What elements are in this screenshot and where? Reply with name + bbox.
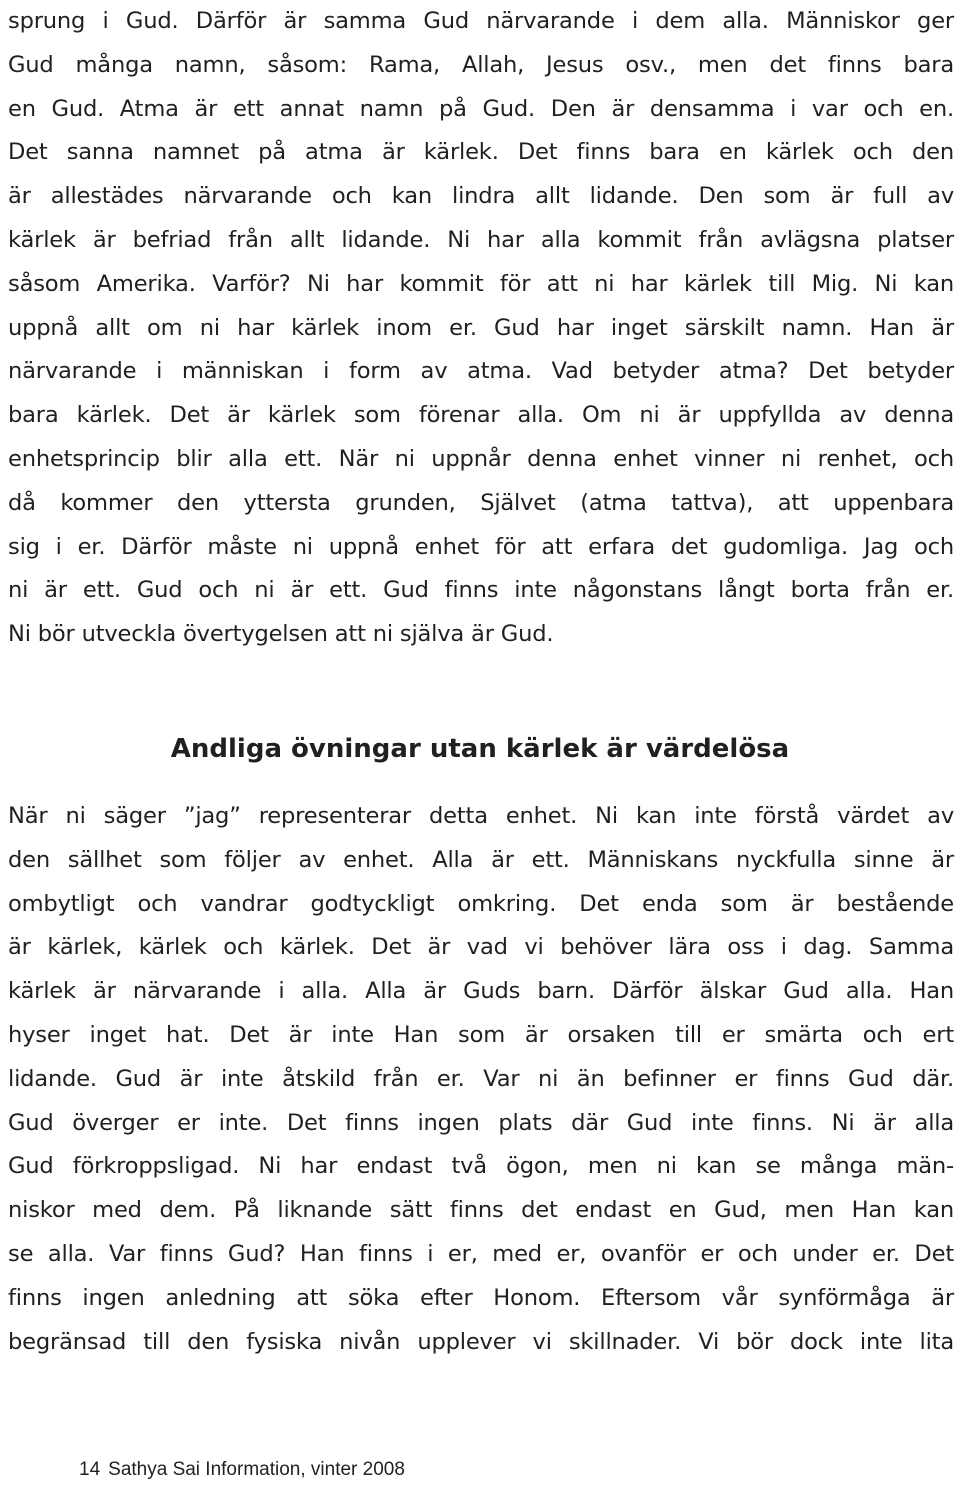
text-line: uppnå allt om ni har kärlek inom er. Gud har inget särskilt namn. Han är bbox=[8, 314, 954, 341]
text-line: begränsad till den fysiska nivån upplever vi skillnader. Vi bör dock inte lita bbox=[8, 1328, 954, 1355]
text-line: sprung i Gud. Därför är samma Gud närvarande i dem alla. Människor ger bbox=[8, 8, 954, 34]
page-footer bbox=[79, 1458, 405, 1482]
text-line: en Gud. Atma är ett annat namn på Gud. Den är densamma i var och en. bbox=[8, 95, 954, 122]
text-line: bara kärlek. Det är kärlek som förenar alla. Om ni är uppfyllda av denna bbox=[8, 402, 954, 429]
text-line: se alla. Var finns Gud? Han finns i er, med er, ovanför er och under er. Det bbox=[8, 1240, 954, 1267]
text-line: den sällhet som följer av enhet. Alla är ett. Människans nyckfulla sinne är bbox=[8, 846, 954, 873]
publication-name: Sathya Sai Information, vinter 2008 bbox=[108, 1459, 405, 1480]
text-line: Gud överger er inte. Det finns ingen plats där Gud inte finns. Ni är alla bbox=[8, 1109, 954, 1136]
text-line: såsom Amerika. Varför? Ni har kommit för att ni har kärlek till Mig. Ni kan bbox=[8, 270, 954, 297]
text-line: sig i er. Därför måste ni uppnå enhet för att erfara det gudomliga. Jag och bbox=[8, 533, 954, 560]
text-line: då kommer den yttersta grunden, Självet (atma tattva), att uppenbara bbox=[8, 489, 954, 516]
text-line: niskor med dem. På liknande sätt finns det endast en Gud, men Han kan bbox=[8, 1197, 954, 1224]
text-line: Det sanna namnet på atma är kärlek. Det finns bara en kärlek och den bbox=[8, 139, 954, 166]
text-line: finns ingen anledning att söka efter Honom. Eftersom vår synförmåga är bbox=[8, 1284, 954, 1311]
text-line: ombytligt och vandrar godtyckligt omkring. Det enda som är bestående bbox=[8, 890, 954, 917]
text-line: kärlek är befriad från allt lidande. Ni har alla kommit från avlägsna platser bbox=[8, 226, 954, 253]
text-line: Gud förkroppsligad. Ni har endast två ögon, men ni kan se många män- bbox=[8, 1153, 954, 1180]
body-paragraph-bottom bbox=[8, 795, 954, 1364]
text-line: Ni bör utveckla övertygelsen att ni själva är Gud. bbox=[8, 621, 554, 648]
text-line: enhetsprincip blir alla ett. När ni uppnår denna enhet vinner ni renhet, och bbox=[8, 445, 954, 472]
text-line: lidande. Gud är inte åtskild från er. Var ni än befinner er finns Gud där. bbox=[8, 1065, 954, 1092]
text-line: ni är ett. Gud och ni är ett. Gud finns inte någonstans långt borta från er. bbox=[8, 577, 954, 604]
text-line: kärlek är närvarande i alla. Alla är Guds barn. Därför älskar Gud alla. Han bbox=[8, 978, 954, 1005]
text-line: När ni säger ”jag” representerar detta enhet. Ni kan inte förstå värdet av bbox=[8, 803, 954, 829]
section-heading: Andliga övningar utan kärlek är värdelösa bbox=[170, 734, 790, 764]
body-paragraph-top bbox=[8, 0, 954, 657]
page-number: 14 bbox=[79, 1459, 101, 1480]
text-line: Gud många namn, såsom: Rama, Allah, Jesus osv., men det finns bara bbox=[8, 51, 954, 78]
text-line: hyser inget hat. Det är inte Han som är orsaken till er smärta och ert bbox=[8, 1021, 954, 1048]
text-line: närvarande i människan i form av atma. Vad betyder atma? Det betyder bbox=[8, 358, 954, 385]
text-line: är kärlek, kärlek och kärlek. Det är vad vi behöver lära oss i dag. Samma bbox=[8, 934, 954, 961]
text-line: är allestädes närvarande och kan lindra allt lidande. Den som är full av bbox=[8, 183, 954, 210]
